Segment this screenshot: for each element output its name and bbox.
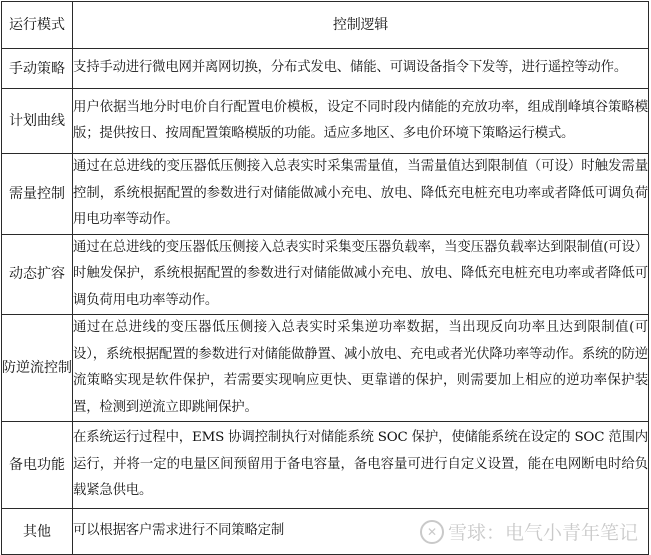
- table-row: [2, 154, 649, 235]
- logic-cell: 通过在总进线的变压器低压侧接入总表实时采集逆功率数据，当出现反向功率且达到限制值(可设），系统根据配置的参数进行对储能做静置、减小放电、充电或者光伏降功率等动作。系统的防逆流策略实现是软件保护，若需要实现响应更快、更靠谱的保护，则需要加上相应的逆功率保护装置，检测到逆流立即跳闸保护。: [73, 315, 649, 422]
- mode-cell: 其他: [2, 509, 73, 555]
- table-header-row: [2, 2, 649, 49]
- mode-cell: 手动策略: [2, 49, 73, 89]
- logic-cell: 支持手动进行微电网并离网切换，分布式发电、储能、可调设备指令下发等，进行遥控等动作。: [73, 49, 649, 89]
- xueqiu-logo-icon: ✕: [420, 520, 444, 544]
- mode-cell: 需量控制: [2, 154, 73, 235]
- table-row: [2, 422, 649, 509]
- logic-cell: 通过在总进线的变压器低压侧接入总表实时采集需量值，当需量值达到限制值（可设）时触发需量控制，系统根据配置的参数进行对储能做减小充电、放电、降低充电桩充电功率或者降低可调负荷用电功率等动作。: [73, 154, 649, 235]
- watermark: [420, 518, 638, 545]
- mode-cell: 计划曲线: [2, 89, 73, 154]
- table-row: [2, 49, 649, 89]
- logic-cell: 在系统运行过程中，EMS 协调控制执行对储能系统 SOC 保护，使储能系统在设定的 SOC 范围内运行，并将一定的电量区间预留用于备电容量，备电容量可进行自定义设置，能在电网断电时给负载紧急供电。: [73, 422, 649, 509]
- mode-cell: 防逆流控制: [2, 315, 73, 422]
- logic-cell: 可以根据客户需求进行不同策略定制: [73, 509, 649, 555]
- table-row: [2, 89, 649, 154]
- table-row: [2, 234, 649, 315]
- table-row: [2, 315, 649, 422]
- header-logic: 控制逻辑: [73, 2, 649, 49]
- header-mode: 运行模式: [2, 2, 73, 49]
- logic-cell: 用户依据当地分时电价自行配置电价模板，设定不同时段内储能的充放功率，组成削峰填谷策略模版；提供按日、按周配置策略模版的功能。适应多地区、多电价环境下策略运行模式。: [73, 89, 649, 154]
- mode-cell: 动态扩容: [2, 234, 73, 315]
- mode-cell: 备电功能: [2, 422, 73, 509]
- watermark-text: 雪球：电气小青年笔记: [448, 522, 639, 544]
- operation-mode-table: [1, 1, 649, 555]
- logic-cell: 通过在总进线的变压器低压侧接入总表实时采集变压器负载率，当变压器负载率达到限制值(可设）时触发保护，系统根据配置的参数进行对储能做减小充电、放电、降低充电桩充电功率或者降低可调负荷用电功率等动作。: [73, 234, 649, 315]
